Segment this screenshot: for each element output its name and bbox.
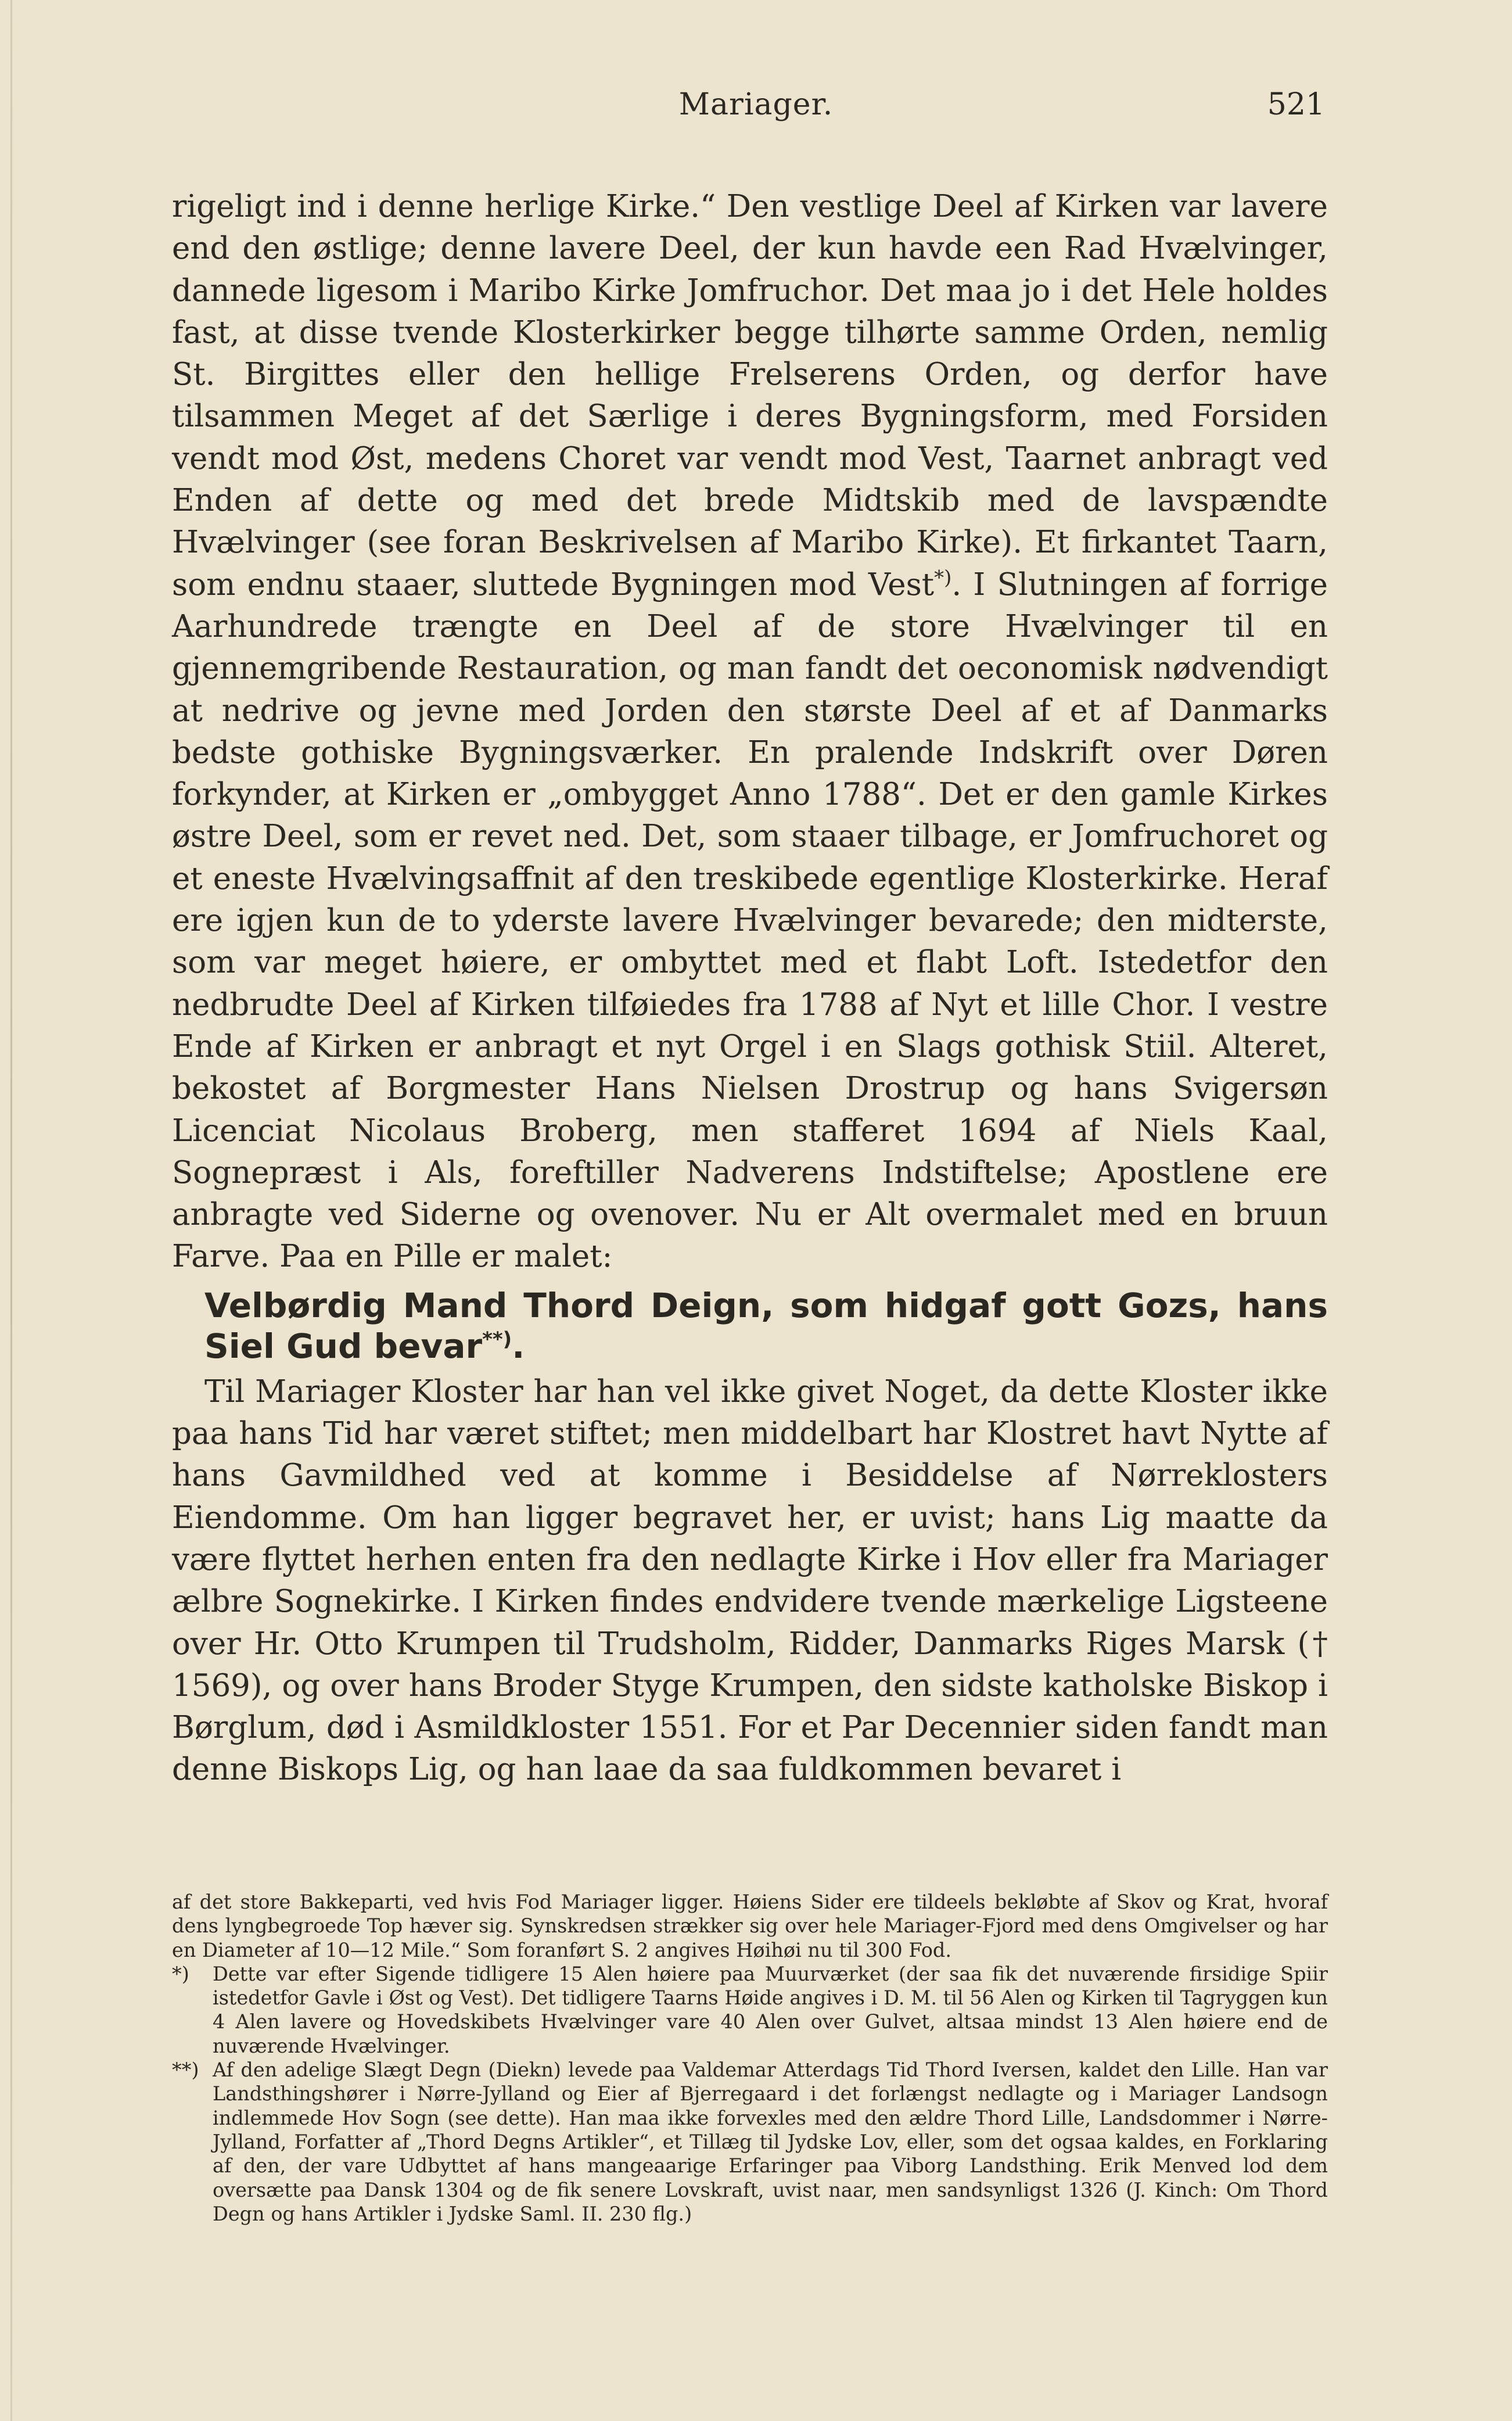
footnotes: [172, 1890, 1328, 2226]
footnote-continuation: af det store Bakkeparti, ved hvis Fod Mariager ligger. Høiens Sider ere tildeels bekløbte af Skov og Krat, hvoraf dens lyngbegroede Top hæver sig. Synskredsen strækker sig over hele Mariager-Fjord med dens Omgivelser og har en Diameter af 10—12 Mile.“ Som foranført S. 2 angives Høihøi nu til 300 Fod.: [172, 1891, 1328, 1961]
main-text: [172, 186, 1328, 1791]
footnote-2-text: Af den adelige Slægt Degn (Diekn) levede paa Valdemar Atterdags Tid Thord Iversen, kaldet den Lille. Han var Landsthingshører i Nørre-Jylland og Eier af Bjerregaard i det forlængst nedlagte og i Mariager Landsogn indlemmede Hov Sogn (see dette). Han maa ikke forvexles med den ældre Thord Lille, Landsdommer i Nørre-Jylland, Forfatter af „Thord Degns Artikler“, et Tillæg til Jydske Lov, eller, som det ogsaa kaldes, en Forklaring af den, der vare Udbyttet af hans mangeaarige Erfaringer paa Viborg Landsthing. Erik Menved lod dem oversætte paa Dansk 1304 og de fik senere Lovskraft, uvist naar, men sandsynligst 1326 (J. Kinch: Om Thord Degn og hans Artikler i Jydske Saml. II. 230 flg.): [213, 2058, 1328, 2225]
page-gutter-edge: [10, 0, 12, 2421]
paragraph-1-text: rigeligt ind i denne herlige Kirke.“ Den vestlige Deel af Kirken var lavere end den østlige; denne lavere Deel, der kun havde een Rad Hvælvinger, dannede ligesom i Maribo Kirke Jomfruchor. Det maa jo i det Hele holdes fast, at disse tvende Klosterkirker begge tilhørte samme Orden, nemlig St. Birgittes eller den hellige Frelserens Orden, og derfor have tilsammen Meget af det Særlige i deres Bygningsform, med Forsiden vendt mod Øst, medens Choret var vendt mod Vest, Taarnet anbragt ved Enden af dette og med det brede Midtskib med de lavspændte Hvælvinger (see foran Beskrivelsen af Maribo Kirke). Et firkantet Taarn, som endnu staaer, sluttede Bygningen mod Vest: [172, 189, 1328, 602]
running-title: Mariager.: [678, 87, 834, 122]
footnote-ref-2: **): [482, 1328, 512, 1351]
footnote-ref-1: *): [934, 566, 952, 590]
inscription-text: Velbørdig Mand Thord Deign, som hidgaf gott Gozs, hans Siel Gud bevar: [204, 1285, 1328, 1366]
footnote-1: [172, 1962, 1328, 2058]
inscription: Velbørdig Mand Thord Deign, som hidgaf gott Gozs, hans Siel Gud bevar**).: [204, 1285, 1328, 1366]
footnote-2-marker: **): [172, 2058, 199, 2082]
footnote-1-text: Dette var efter Sigende tidligere 15 Alen høiere paa Muurværket (der saa fik det nuværende firsidige Spiir istedetfor Gavle i Øst og Vest). Det tidligere Taarns Høide angives i D. M. til 56 Alen og Kirken til Tagryggen kun 4 Alen lavere og Hovedskibets Hvælvinger vare 40 Alen over Gulvet, altsaa mindst 13 Alen høiere end de nuværende Hvælvinger.: [213, 1962, 1328, 2057]
running-header: [0, 87, 1512, 139]
paragraph-2: Til Mariager Kloster har han vel ikke givet Noget, da dette Kloster ikke paa hans Tid har været stiftet; men middelbart har Klostret havt Nytte af hans Gavmildhed ved at komme i Besiddelse af Nørreklosters Eiendomme. Om han ligger begravet her, er uvist; hans Lig maatte da være flyttet herhen enten fra den nedlagte Kirke i Hov eller fra Mariager ælbre Sognekirke. I Kirken findes endvidere tvende mærkelige Ligsteene over Hr. Otto Krumpen til Trudsholm, Ridder, Danmarks Riges Marsk († 1569), og over hans Broder Styge Krumpen, den sidste katholske Biskop i Børglum, død i Asmildkloster 1551. For et Par Decennier siden fandt man denne Biskops Lig, og han laae da saa fuldkommen bevaret i: [172, 1373, 1328, 1788]
paragraph-1: [172, 186, 1328, 1278]
footnote-2: [172, 2058, 1328, 2226]
page-number: 521: [1267, 87, 1325, 122]
paragraph-1-continued: . I Slutningen af forrige Aarhundrede trængte en Deel af de store Hvælvinger til en gjennemgribende Restauration, og man fandt det oeconomisk nødvendigt at nedrive og jevne med Jorden den største Deel af et af Danmarks bedste gothiske Bygningsværker. En pralende Indskrift over Døren forkynder, at Kirken er „ombygget Anno 1788“. Det er den gamle Kirkes østre Deel, som er revet ned. Det, som staaer tilbage, er Jomfruchoret og et eneste Hvælvingsaffnit af den treskibede egentlige Klosterkirke. Heraf ere igjen kun de to yderste lavere Hvælvinger bevarede; den midterste, som var meget høiere, er ombyttet med et flabt Loft. Istedetfor den nedbrudte Deel af Kirken tilføiedes fra 1788 af Nyt et lille Chor. I vestre Ende af Kirken er anbragt et nyt Orgel i en Slags gothisk Stiil. Alteret, bekostet af Borgmester Hans Nielsen Drostrup og hans Svigersøn Licenciat Nicolaus Broberg, men stafferet 1694 af Niels Kaal, Sognepræst i Als, foreftiller Nadverens Indstiftelse; Apostlene ere anbragte ved Siderne og ovenover. Nu er Alt overmalet med en bruun Farve. Paa en Pille er malet:: [172, 566, 1328, 1275]
footnote-1-marker: *): [172, 1962, 189, 1985]
